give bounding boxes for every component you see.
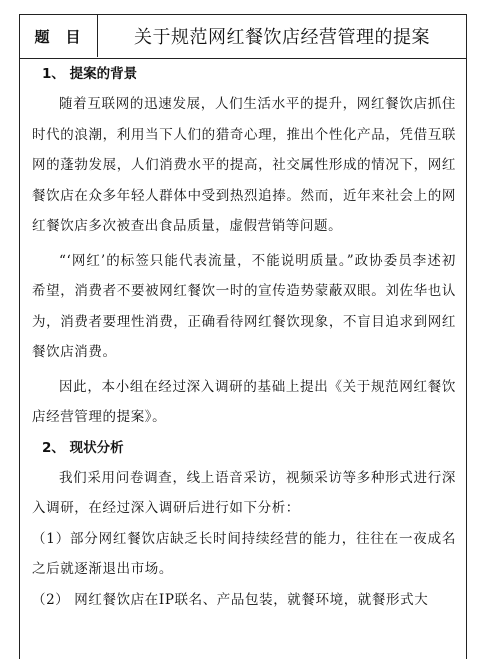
section-heading-background: 1、 提案的背景 (42, 66, 138, 82)
proposal-table (19, 14, 467, 659)
status-item-1: （1）部分网红餐饮店缺乏长时间持续经营的能力，往往在一夜成名之后就逐渐退出市场。 (32, 530, 456, 577)
background-paragraph-1: 随着互联网的迅速发展，人们生活水平的提升，网红餐饮店抓住时代的浪潮，利用当下人们的猎奇心理，推出个性化产品，凭借互联网的蓬勃发展，人们消费水平的提高，社交属性形成的情况下，网红餐饮店在众多年轻人群体中受到热烈追捧。然而，近年来社会上的网红餐饮店多次被查出食品质量，虚假营销等问题。 (32, 96, 456, 234)
background-paragraph-3: 因此，本小组在经过深入调研的基础上提出《关于规范网红餐饮店经营管理的提案》。 (32, 378, 456, 425)
header-label: 题目 (20, 15, 98, 57)
status-item-2: （2） 网红餐饮店在IP联名、产品包装，就餐环境，就餐形式大 (32, 591, 429, 608)
header-row (20, 15, 466, 59)
proposal-body (20, 59, 466, 615)
proposal-title: 关于规范网红餐饮店经营管理的提案 (134, 27, 430, 48)
section-heading-status: 2、 现状分析 (42, 439, 124, 456)
status-paragraph-1: 我们采用问卷调查，线上语音采访，视频采访等多种形式进行深入调研，在经过深入调研后进行如下分析： (32, 469, 456, 516)
background-paragraph-2: “‘网红’的标签只能代表流量，不能说明质量。”政协委员李述初希望，消费者不要被网红餐饮一时的宣传造势蒙蔽双眼。刘佐华也认为，消费者要理性消费，正确看待网红餐饮现象，不盲目追求到网红餐饮店消费。 (32, 252, 456, 360)
